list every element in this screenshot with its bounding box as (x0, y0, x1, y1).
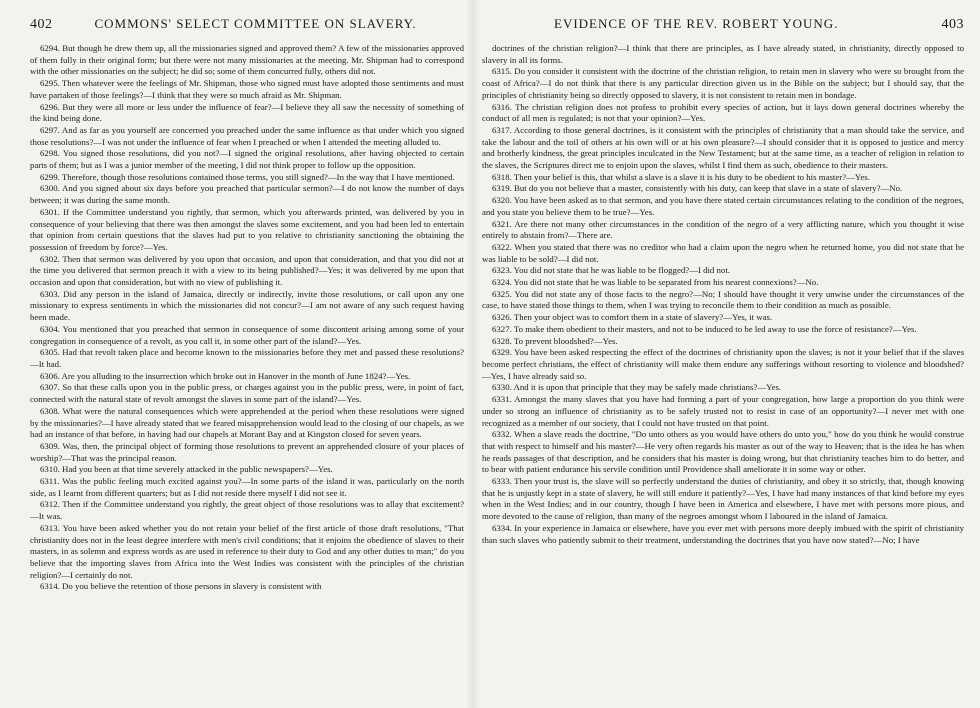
left-page-number: 402 (30, 17, 53, 32)
qa-entry: 6326. Then your object was to comfort them in a state of slavery?—Yes, it was. (492, 312, 773, 323)
qa-entry: 6301. If the Committee understand you rightly, that sermon, which you afterwards printed, was delivered by you in consequence of your believing that there was then amongst the slaves some excitement, and you had been led to entertain that opinion from certain questions that the slaves had put to you relative to christianity sanctioning the obtaining the possession of freedom by force?—Yes. (30, 206, 464, 252)
qa-entry: 6329. You have been asked respecting the effect of the doctrines of christianity upon the slaves; is not it your belief that if the slaves become perfect christians, the effect of christianity will make them endure any sufferings without resorting to violence and bloodshed?—Yes, I have already said so. (482, 347, 964, 381)
left-page (0, 0, 476, 708)
qa-entry: 6296. But they were all more or less under the influence of fear?—I believe they all saw the necessity of something of the kind being done. (30, 101, 464, 124)
qa-entry: 6320. You have been asked as to that sermon, and you have there stated certain circumstances relating to the condition of the negroes, and you state you believe them to be true?—Yes. (482, 195, 964, 217)
right-page-text (482, 43, 964, 546)
qa-entry: 6305. Had that revolt taken place and become known to the missionaries before they met and passed these resolutions?—It had. (30, 347, 464, 369)
qa-entry: 6308. What were the natural consequences which were apprehended at the period when these resolutions were signed by the missionaries?—I have already stated that we feared misapprehension would lead to the closing of our chapels, as we had an instance of that before, in having had our chapels at Morant Bay and at Kingston closed for seven years. (30, 405, 464, 440)
qa-entry: 6316. The christian religion does not profess to prohibit every species of action, but it lays down general doctrines whereby the conduct of all men is regulated; is not that your opinion?—Yes. (482, 101, 964, 124)
qa-entry: 6300. And you signed about six days before you preached that particular sermon?—I do not know the number of days between; it was during the same month. (30, 183, 464, 206)
qa-entry: 6310. Had you been at that time severely attacked in the public newspapers?—Yes. (40, 464, 333, 475)
qa-entry: 6315. Do you consider it consistent with the doctrine of the christian religion, to retain men in slavery who were so brought from the coast of Africa?—I do not think that there is any particular direction given us in the Bible on the subject; but I should say, that the principles of christianity being so directly opposed to slavery, it is not consistent to retain men in bondage. (482, 66, 964, 100)
right-running-head: EVIDENCE OF THE REV. ROBERT YOUNG. (554, 16, 839, 31)
qa-entry: 6332. When a slave reads the doctrine, "Do unto others as you would have others do unto you," how do you think he would construe that with respect to himself and his master?—He very often regards his master as out of the way to Heaven; that is the idea he has when he reads passages of that description, and he considers that his master is doing wrong, but that christianity teaches him to do better, and to bear with patient endurance his servile condition until Providence shall ameliorate it in some way or other. (482, 429, 964, 475)
qa-entry: 6334. In your experience in Jamaica or elsewhere, have you ever met with persons more deeply imbued with the spirit of christianity than such slaves who patiently submit to their treatment, understanding the doctrines that you have now stated?—No; I have (482, 522, 964, 545)
qa-entry: 6327. To make them obedient to their masters, and not to be induced to be led away to use the force of resistance?—Yes. (492, 323, 917, 334)
qa-entry: 6303. Did any person in the island of Jamaica, directly or indirectly, invite those resolutions, or call upon any one missionary to express sentiments in which the missionaries did not concur?—I am not aware of any such request having been made. (30, 288, 464, 323)
qa-entry: 6325. You did not state any of those facts to the negro?—No; I should have thought it very unwise under the circumstances of the case, to have stated those things to them, when I was trying to reconcile them to their condition as much as possible. (482, 288, 964, 311)
qa-entry: 6333. Then your trust is, the slave will so perfectly understand the duties of christianity, and obey it so strictly, that, though knowing that he is unjustly kept in a state of slavery, he will still endure it patiently?—Yes, I have had many instances of that kind before my eyes when in the West Indies; and in our country, though I have been in America and elsewhere, I have met with persons more pious, and more devoted to the cause of religion, than many of the negroes amongst whom I laboured in the island of Jamaica. (482, 476, 964, 522)
qa-entry: 6312. Then if the Committee understand you rightly, the great object of those resolutions was to allay that excitement?—It was. (30, 499, 464, 522)
qa-entry: 6330. And it is upon that principle that they may be safely made christians?—Yes. (492, 382, 782, 393)
qa-entry: 6321. Are there not many other circumstances in the condition of the negro of a very afflicting nature, which you thought it wise entirely to abstain from?—There are. (482, 218, 964, 241)
qa-entry: doctrines of the christian religion?—I think that there are principles, as I have already stated, in christianity, directly opposed to slavery in all its forms. (482, 43, 964, 65)
right-page-number: 403 (941, 17, 964, 32)
qa-entry: 6299. Therefore, though those resolutions contained those terms, you still signed?—In the way that I have mentioned. (40, 171, 455, 182)
right-page-header (482, 16, 964, 40)
qa-entry: 6314. Do you believe the retention of those persons in slavery is consistent with (40, 581, 322, 592)
left-page-text (30, 43, 464, 593)
qa-entry: 6331. Amongst the many slaves that you have had forming a part of your congregation, how large a proportion do you think were under so strong an influence of christianity as to be safely trusted not to resist in case of an opportunity?—I never met with one recognized as a member of our society, that I could not have trusted on that point. (482, 394, 964, 428)
qa-entry: 6295. Then whatever were the feelings of Mr. Shipman, those who signed must have adopted those sentiments and must have partaken of those feelings?—I think that they were so much afraid as Mr. Shipman. (30, 78, 464, 100)
right-page (472, 0, 980, 708)
qa-entry: 6317. According to those general doctrines, is it consistent with the principles of christianity that a man should take the service, and take the labour and the toil of others at his own will or at his own pleasure?—I should consider that it is opposed to justice and mercy and brotherly kindness, the great principles inculcated in the New Testament; but at the same time, as a teacher of religion in relation to the slaves, the Scriptures direct me to enjoin upon the slaves, whilst I find them as such, obedience to their masters. (482, 124, 964, 171)
qa-entry: 6318. Then your belief is this, that whilst a slave is a slave it is his duty to be obedient to his master?—Yes. (492, 171, 870, 182)
qa-entry: 6307. So that these calls upon you in the public press, or charges against you in the public press, were, in point of fact, connected with the natural state of revolt amongst the slaves in some part of the island?—Yes. (30, 382, 464, 405)
qa-entry: 6323. You did not state that he was liable to be flogged?—I did not. (492, 265, 730, 276)
qa-entry: 6319. But do you not believe that a master, consistently with his duty, can keep that slave in a state of slavery?—No. (492, 183, 903, 194)
qa-entry: 6328. To prevent bloodshed?—Yes. (492, 335, 618, 346)
qa-entry: 6324. You did not state that he was liable to be separated from his nearest connexions?—No. (492, 277, 819, 288)
qa-entry: 6297. And as far as you yourself are concerned you preached under the same influence as that under which you signed those resolutions?—I was not under the influence of fear when I preached or when I attended the meeting alluded to. (30, 124, 464, 147)
qa-entry: 6294. But though he drew them up, all the missionaries signed and approved them? A few of the missionaries approved of them fully in their original form; but there were not many missionaries at the meeting. Mr. Shipman had to correspond with the other missionaries on the subject; he did so; some of them concurred fully, others did not. (30, 43, 464, 77)
left-running-head: COMMONS' SELECT COMMITTEE ON SLAVERY. (94, 16, 417, 31)
qa-entry: 6313. You have been asked whether you do not retain your belief of the first article of those draft resolutions, "That christianity does not in the least degree interfere with men's civil conditions; that it enjoins the obedience of slaves to their masters, in as solemn and express words as are used in reference to their duty to God and any other duties to man;" do you believe that the importing slaves from Africa into the West Indies was consistent with the principles of the christian religion?—I certainly do not. (30, 522, 464, 580)
qa-entry: 6309. Was, then, the principal object of forming those resolutions to prevent an apprehended closure of your places of worship?—That was the principal reason. (30, 440, 464, 463)
qa-entry: 6302. Then that sermon was delivered by you upon that occasion, and upon that consideration, and that you did not at the time you delivered that sermon preach it with a view to its being published?—Yes; it was delivered by me upon that occasion and upon that consideration, but with no view of publishing it. (30, 253, 464, 288)
qa-entry: 6306. Are you alluding to the insurrection which broke out in Hanover in the month of June 1824?—Yes. (40, 370, 411, 381)
qa-entry: 6322. When you stated that there was no creditor who had a claim upon the negro when he returned home, you did not state that he was liable to be sold?—I did not. (482, 241, 964, 264)
qa-entry: 6298. You signed those resolutions, did you not?—I signed the original resolutions, after having objected to certain parts of them; but as I was a junior member of the meeting, I did not think proper to follow up the opposition. (30, 148, 464, 171)
qa-entry: 6311. Was the public feeling much excited against you?—In some parts of the island it was, particularly on the north side, as I learnt from different quarters; but as I did not reside there myself I did not see it. (30, 476, 464, 498)
left-page-header (30, 16, 464, 40)
qa-entry: 6304. You mentioned that you preached that sermon in consequence of some discontent arising among some of your congregation in consequence of a revolt, as you call it, in some other part of the island?—Yes. (30, 323, 464, 346)
